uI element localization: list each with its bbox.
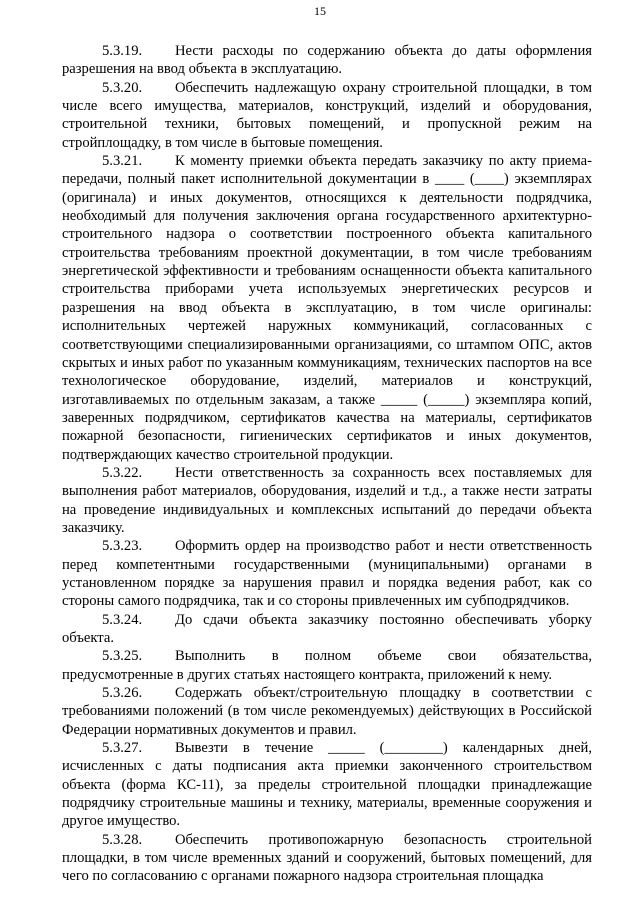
clause-5-3-22: [62, 464, 592, 537]
page-number: 15: [314, 4, 326, 18]
clause-5-3-25: [62, 647, 592, 684]
clause-number: 5.3.22.: [102, 464, 143, 481]
clause-5-3-27: [62, 739, 592, 831]
document-body: [62, 42, 592, 886]
clause-5-3-21: [62, 152, 592, 464]
clause-number: 5.3.25.: [102, 648, 143, 665]
clause-text: Нести расходы по содержанию объекта до даты оформления разрешения на ввод объекта в эксплуатацию.: [62, 43, 592, 78]
clause-text: Обеспечить надлежащую охрану строительной площадки, в том числе всего имущества, материалов, конструкций, изделий и оборудования, строительной техники, бытовых помещений, и пропускной режим на стройплощадку, в том числе в бытовые помещения.: [62, 79, 592, 151]
clause-text: Оформить ордер на производство работ и нести ответственность перед компетентными государственными (муниципальными) органами в установленном порядке за нарушения правил и порядка ведения работ, как со стороны самого подрядчика, так и со стороны привлеченных им субподрядчиков.: [62, 538, 592, 610]
clause-text: Нести ответственность за сохранность всех поставляемых для выполнения работ материалов, оборудования, изделий и т.д., а также нести затраты на проведение индивидуальных и комплексных испытаний до передачи объекта заказчику.: [62, 464, 592, 536]
clause-number: 5.3.20.: [102, 79, 143, 96]
clause-text: К моменту приемки объекта передать заказчику по акту приема-передачи, полный пакет исполнительной документации в ____ (____) экземплярах (оригинала) и иных документов, относящихся к деятельности подрядчика, необходимый для получения заключения органа государственного архитектурно-строительного надзора о соответствии построенного объекта капитального строительства требованиям проектной документации, в том числе требованиям энергетической эффективности и требованиям оснащенности объекта капитального строительства приборами учета используемых энергетических ресурсов и разрешения на ввод объекта в эксплуатацию, в том числе оригиналы: исполнительных чертежей наружных коммуникаций, согласованных с соответствующими специализированными организациями, со штампом ОПС, актов скрытых и иных работ по указанным коммуникациям, технических паспортов на все технологическое оборудование, изделий, материалов и конструкций, изготавливаемых по отдельным заказам, а также _____ (_____) экземпляра копий, заверенных подрядчиком, сертификатов качества на материалы, сертификатов пожарной безопасности, гигиенических сертификатов и иных документов, подтверждающих качество строительной продукции.: [62, 153, 592, 463]
clause-text: Вывезти в течение _____ (________) календарных дней, исчисленных с даты подписания акта приемки законченного строительством объекта (форма КС-11), за пределы строительной площадки принадлежащие подрядчику строительные машины и технику, материалы, временные сооружения и другое имущество.: [62, 740, 592, 830]
clause-5-3-26: [62, 684, 592, 739]
clause-number: 5.3.28.: [102, 831, 143, 848]
clause-5-3-28: [62, 831, 592, 886]
clause-text: Обеспечить противопожарную безопасность строительной площадки, в том числе временных зданий и сооружений, бытовых помещений, для чего по согласованию с органами пожарного надзора строительная площадка: [62, 831, 592, 885]
clause-5-3-20: [62, 79, 592, 152]
clause-5-3-19: [62, 42, 592, 79]
clause-number: 5.3.26.: [102, 685, 143, 702]
clause-number: 5.3.23.: [102, 538, 143, 555]
clause-number: 5.3.24.: [102, 611, 143, 628]
clause-5-3-24: [62, 611, 592, 648]
clause-text: Выполнить в полном объеме свои обязательства, предусмотренные в других статьях настоящего контракта, приложений к нему.: [62, 648, 592, 683]
clause-number: 5.3.21.: [102, 153, 143, 170]
clause-number: 5.3.27.: [102, 740, 143, 757]
clause-number: 5.3.19.: [102, 43, 143, 59]
clause-text: Содержать объект/строительную площадку в соответствии с требованиями положений (в том числе рекомендуемых) действующих в Российской Федерации нормативных документов и правил.: [62, 685, 592, 738]
clause-5-3-23: [62, 537, 592, 610]
clause-text: До сдачи объекта заказчику постоянно обеспечивать уборку объекта.: [62, 611, 592, 646]
